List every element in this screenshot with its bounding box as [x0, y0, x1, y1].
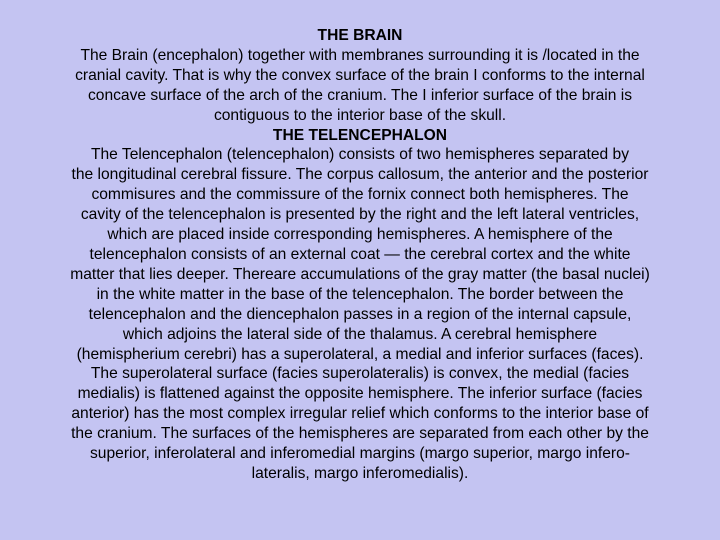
paragraph-line: telencephalon and the diencephalon passes in a region of the internal capsule, — [88, 305, 632, 323]
paragraph-line: medialis) is flattened against the opposite hemisphere. The inferior surface (facies — [77, 385, 643, 403]
paragraph-line: the cranium. The surfaces of the hemispheres are separated from each other by the — [71, 425, 649, 443]
paragraph-line: lateralis, margo inferomedialis). — [251, 464, 469, 482]
paragraph-line: in the white matter in the base of the telencephalon. The border between the — [96, 285, 624, 303]
paragraph-line: The superolateral surface (facies superolateralis) is convex, the medial (facies — [90, 365, 630, 383]
paragraph-line: matter that lies deeper. Thereare accumulations of the gray matter (the basal nuclei) — [70, 265, 650, 283]
paragraph-line: superior, inferolateral and inferomedial margins (margo superior, margo infero- — [90, 445, 630, 463]
heading-the-telencephalon: THE TELENCEPHALON — [272, 126, 448, 144]
paragraph-line: which are placed inside corresponding hemispheres. A hemisphere of the — [107, 226, 613, 244]
paragraph-line: contiguous to the interior base of the skull. — [213, 106, 507, 124]
paragraph-line: cavity of the telencephalon is presented by the right and the left lateral ventricles, — [80, 206, 640, 224]
paragraph-line: concave surface of the arch of the cranium. The I inferior surface of the brain is — [87, 86, 633, 104]
paragraph-line: cranial cavity. That is why the convex surface of the brain I conforms to the internal — [75, 66, 645, 84]
paragraph-line: The Telencephalon (telencephalon) consists of two hemispheres separated by — [90, 146, 630, 164]
paragraph-brain — [14, 46, 706, 126]
paragraph-telencephalon — [14, 145, 706, 483]
paragraph-line: anterior) has the most complex irregular relief which conforms to the interior base of — [71, 405, 649, 423]
paragraph-line: commisures and the commissure of the fornix connect both hemispheres. The — [91, 186, 629, 204]
document-text — [14, 26, 706, 484]
paragraph-line: the longitudinal cerebral fissure. The corpus callosum, the anterior and the posterior — [71, 166, 649, 184]
paragraph-line: which adjoins the lateral side of the thalamus. A cerebral hemisphere — [122, 325, 598, 343]
heading-the-brain: THE BRAIN — [317, 27, 403, 44]
paragraph-line: The Brain (encephalon) together with membranes surrounding it is /located in the — [80, 46, 640, 64]
paragraph-line: (hemispherium cerebri) has a superolateral, a medial and inferior surfaces (faces). — [76, 345, 644, 363]
paragraph-line: telencephalon consists of an external coat — the cerebral cortex and the white — [89, 245, 631, 263]
